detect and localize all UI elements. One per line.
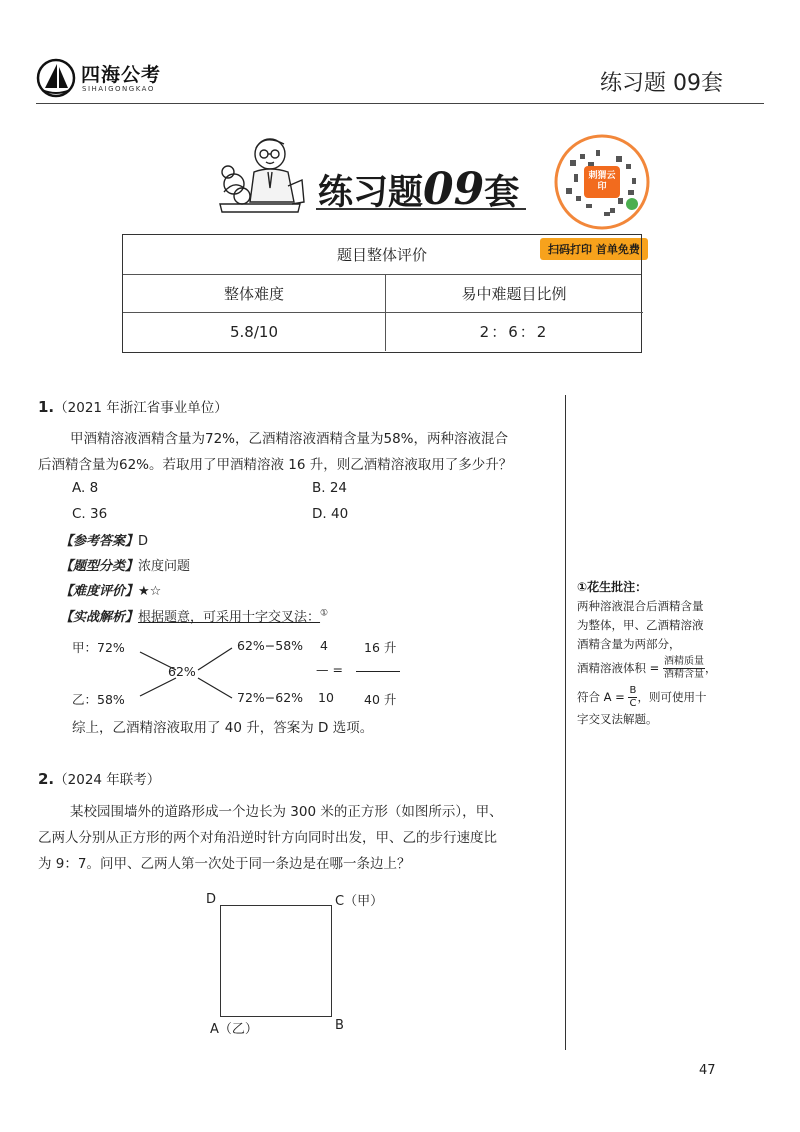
volume-bottom: 40 升	[364, 692, 397, 707]
title-prefix: 练习题	[318, 172, 424, 213]
cross-mix: 62%	[168, 664, 196, 679]
logo-subtitle: SIHAIGONGKAO	[82, 85, 155, 93]
formula-denominator: 酒精含量	[663, 669, 704, 680]
option-c: C. 36	[72, 506, 108, 522]
evaluation-table	[122, 234, 642, 353]
ratio-equals: — =	[316, 662, 343, 677]
table-value-cell: 5.8/10	[123, 312, 386, 351]
square-figure	[220, 905, 332, 1017]
question-stem: 后酒精含量为62%。若取用了甲酒精溶液 16 升，则乙酒精溶液取用了多少升？	[38, 457, 513, 473]
qr-code[interactable]	[546, 134, 658, 234]
header-divider	[36, 103, 764, 104]
answer-row	[60, 530, 148, 549]
formula2-pre: 符合 A =	[577, 690, 625, 704]
question-number: 2.	[38, 770, 55, 788]
difficulty-tag: 【难度评价】	[60, 584, 139, 599]
question-1-header	[38, 396, 228, 416]
formula-fraction	[663, 656, 705, 681]
question-stem: 乙两人分别从正方形的两个对角沿逆时针方向同时出发，甲、乙的步行速度比	[38, 830, 497, 846]
column-divider	[565, 395, 566, 1050]
cross-yi: 乙：58%	[72, 692, 125, 707]
volume-top: 16 升	[364, 640, 397, 655]
question-source: （2021 年浙江省事业单位）	[54, 400, 228, 416]
question-stem: 甲酒精溶液酒精含量为72%，乙酒精溶液酒精含量为58%，两种溶液混合	[70, 431, 509, 447]
brand-logo	[36, 58, 186, 100]
cross-diff-bottom: 72%−62%	[237, 690, 304, 705]
table-heading: 题目整体评价	[123, 235, 641, 275]
ratio-bottom: 10	[318, 690, 334, 705]
formula2-post: ，则可使用十	[637, 690, 707, 704]
ratio-top: 4	[320, 638, 328, 653]
answer-tag: 【参考答案】	[60, 534, 139, 549]
side-annotation	[577, 578, 762, 729]
fraction-bar	[356, 671, 400, 672]
difficulty-stars: ★☆	[138, 584, 162, 599]
annotation-title: ①花生批注：	[577, 580, 648, 594]
analysis-row	[60, 606, 328, 625]
question-number: 1.	[38, 398, 55, 416]
logo-name: 四海公考	[81, 64, 162, 86]
conclusion: 综上，乙酒精溶液取用了 40 升，答案为 D 选项。	[72, 720, 374, 736]
analysis-text: 根据题意，可采用十字交叉法：	[138, 610, 321, 625]
type-value: 浓度问题	[138, 559, 191, 574]
title-suffix: 套	[484, 172, 520, 213]
cross-diff-top: 62%−58%	[237, 638, 304, 653]
table-value-cell: 2：6：2	[479, 323, 549, 341]
question-stem: 某校园围墙外的道路形成一个边长为 300 米的正方形（如图所示），甲、	[70, 804, 503, 820]
annotation-line: 字交叉法解题。	[577, 712, 658, 726]
title-underline	[316, 208, 526, 210]
annotation-line: 为整体，甲、乙酒精溶液	[577, 618, 704, 632]
corner-label-c: C（甲）	[335, 894, 384, 909]
corner-label-a: A（乙）	[210, 1022, 258, 1037]
annotation-line: 两种溶液混合后酒精含量	[577, 599, 704, 613]
annotation-formula: 酒精溶液体积 = $\frac{\text{酒精质量}}{\text{酒精含量}}$ ，	[577, 656, 717, 680]
analysis-tag: 【实战解析】	[60, 610, 139, 625]
question-2-header	[38, 768, 160, 788]
corner-label-b: B	[335, 1018, 344, 1033]
type-tag: 【题型分类】	[60, 559, 139, 574]
corner-label-d: D	[206, 892, 217, 907]
question-source: （2024 年联考）	[54, 772, 161, 788]
answer-value: D	[138, 534, 149, 549]
option-a: A. 8	[72, 480, 99, 496]
header-title: 练习题 09套	[600, 71, 723, 96]
question-stem: 为 9：7。问甲、乙两人第一次处于同一条边是在哪一条边上？	[38, 856, 411, 872]
formula2-numerator: B	[629, 685, 637, 696]
note-reference: ①	[320, 608, 329, 619]
option-b: B. 24	[312, 480, 348, 496]
annotation-line: 酒精含量为两部分，	[577, 637, 681, 651]
qr-center-label: 刺猬云印	[588, 171, 616, 192]
table-header-cell: 易中难题目比例	[385, 274, 643, 313]
formula-lhs: 酒精溶液体积 =	[577, 661, 660, 675]
cartoon-teacher-icon	[214, 132, 306, 218]
table-header-cell: 整体难度	[123, 274, 386, 313]
sailboat-logo-icon	[36, 58, 76, 98]
type-row	[60, 555, 190, 574]
formula2-denominator: C	[629, 698, 637, 709]
qr-print-badge[interactable]: 扫码打印 首单免费	[540, 238, 648, 260]
page-number: 47	[699, 1063, 716, 1078]
difficulty-row	[60, 580, 161, 599]
title-number: 09	[423, 164, 485, 215]
cross-jia: 甲：72%	[72, 640, 125, 655]
option-d: D. 40	[312, 506, 349, 522]
annotation-line	[577, 685, 762, 710]
formula-numerator: 酒精质量	[663, 656, 704, 667]
